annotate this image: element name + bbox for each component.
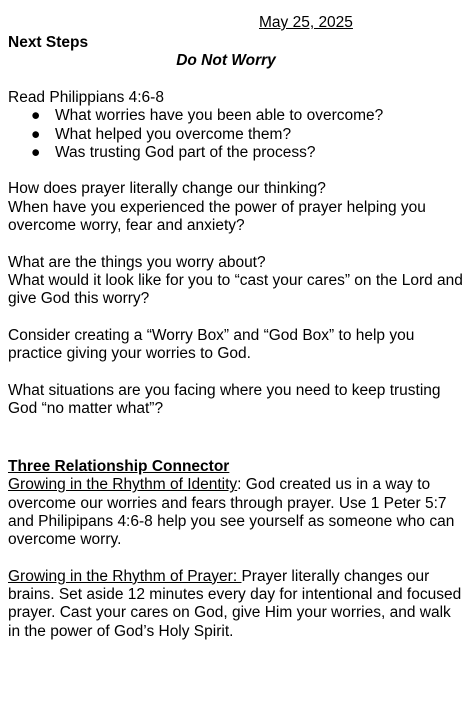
prayer-text: Prayer literally changes our brains. Set aside 12 minutes every day for intentional and focused prayer. Cast your cares on God, give Him your worries, and walk in the power of God’s Holy Spirit. [8,567,462,640]
next-steps-heading: Next Steps [8,34,89,51]
list-item [8,126,463,144]
prayer-question-1: How does prayer literally change our thinking? [8,180,326,198]
list-item [8,144,463,162]
body-content [8,89,463,418]
question-text: Was trusting God part of the process? [55,143,316,161]
document-date: May 25, 2025 [259,14,353,31]
list-item [8,107,463,125]
reading-intro: Read Philippians 4:6-8 [8,89,164,106]
prayer-label: Growing in the Rhythm of Prayer: [8,567,242,585]
identity-text: : God created us in a way to overcome our worries and fears through prayer. Use 1 Peter 5:7 and Philipipans 4:6-8 help you see yourself as someone who can overcome worry. [8,476,455,549]
prayer-question-2: When have you experienced the power of prayer helping you overcome worry, fear and anxiety? [8,198,426,235]
bullet-icon: ● [31,125,41,143]
document-title: Do Not Worry [176,52,276,69]
reading-questions-list [8,107,463,162]
worry-question-2: What would it look like for you to “cast your cares” on the Lord and give God this worry? [8,271,463,308]
relationship-connector-section [8,458,463,641]
situations-question: What situations are you facing where you need to keep trusting God “no matter what”? [8,381,441,418]
prayer-paragraph [8,568,463,641]
question-text: What helped you overcome them? [55,125,292,143]
identity-label: Growing in the Rhythm of Identity [8,476,238,494]
bullet-icon: ● [31,143,41,161]
identity-paragraph [8,476,463,549]
question-text: What worries have you been able to overcome? [55,107,384,125]
worry-question-1: What are the things you worry about? [8,253,266,271]
bullet-icon: ● [31,107,41,125]
worry-box-suggestion: Consider creating a “Worry Box” and “God Box” to help you practice giving your worries to God. [8,326,415,363]
connector-title: Three Relationship Connector [8,458,230,475]
